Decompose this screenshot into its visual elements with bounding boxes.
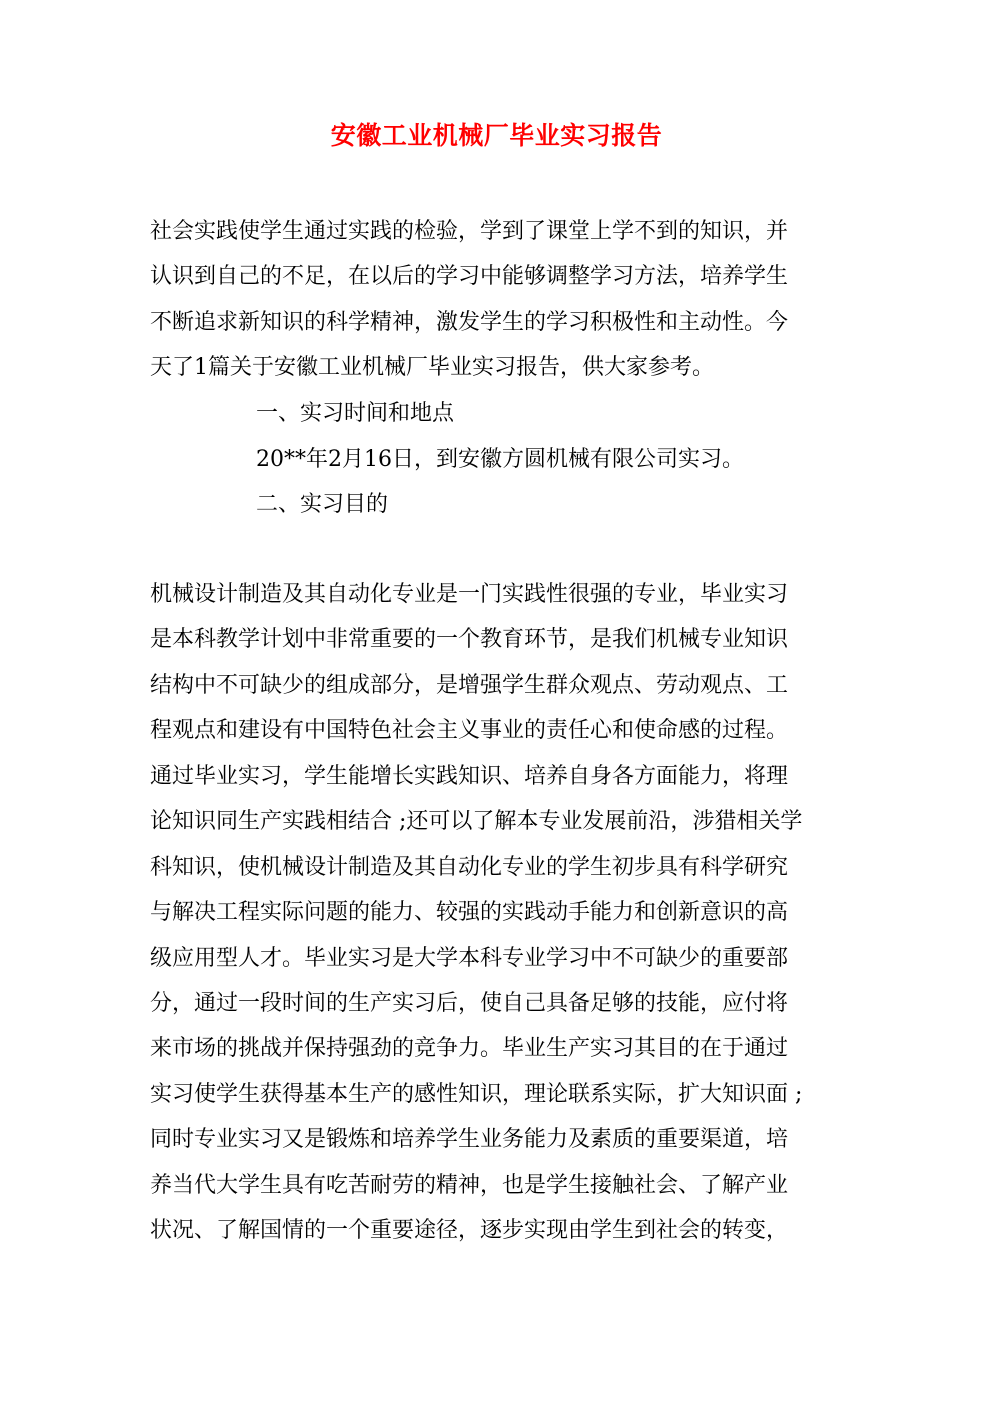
- intro-line: 认识到自己的不足，在以后的学习中能够调整学习方法，培养学生: [150, 264, 789, 289]
- intro-line: 社会实践使学生通过实践的检验，学到了课堂上学不到的知识，并: [150, 219, 789, 244]
- body-line: 养当代大学生具有吃苦耐劳的精神，也是学生接触社会、了解产业: [150, 1173, 789, 1198]
- section-text-time-place: 20**年2月16日，到安徽方圆机械有限公司实习。: [256, 447, 744, 472]
- body-line: 分，通过一段时间的生产实习后，使自己具备足够的技能，应付将: [150, 991, 789, 1016]
- body-line: 来市场的挑战并保持强劲的竞争力。毕业生产实习其目的在于通过: [150, 1036, 789, 1061]
- body-line: 通过毕业实习，学生能增长实践知识、培养自身各方面能力，将理: [150, 764, 789, 789]
- body-line: 是本科教学计划中非常重要的一个教育环节，是我们机械专业知识: [150, 627, 789, 652]
- body-line: 与解决工程实际问题的能力、较强的实践动手能力和创新意识的高: [150, 900, 789, 925]
- body-line: 程观点和建设有中国特色社会主义事业的责任心和使命感的过程。: [150, 718, 789, 743]
- document-title: 安徽工业机械厂毕业实习报告: [330, 121, 663, 150]
- intro-line: 天了1篇关于安徽工业机械厂毕业实习报告，供大家参考。: [150, 355, 714, 380]
- body-line: 科知识，使机械设计制造及其自动化专业的学生初步具有科学研究: [150, 855, 789, 880]
- body-line: 实习使学生获得基本生产的感性知识，理论联系实际，扩大知识面 ;: [150, 1082, 803, 1107]
- section-heading-time-place: 一、实习时间和地点: [256, 401, 455, 426]
- intro-line: 不断追求新知识的科学精神，激发学生的学习积极性和主动性。今: [150, 310, 789, 335]
- body-line: 机械设计制造及其自动化专业是一门实践性很强的专业，毕业实习: [150, 582, 789, 607]
- body-line: 结构中不可缺少的组成部分，是增强学生群众观点、劳动观点、工: [150, 673, 789, 698]
- body-line: 论知识同生产实践相结合 ;还可以了解本专业发展前沿，涉猎相关学: [150, 809, 803, 834]
- body-line: 状况、了解国情的一个重要途径，逐步实现由学生到社会的转变，: [150, 1218, 789, 1243]
- body-line: 同时专业实习又是锻炼和培养学生业务能力及素质的重要渠道，培: [150, 1127, 789, 1152]
- body-line: 级应用型人才。毕业实习是大学本科专业学习中不可缺少的重要部: [150, 946, 789, 971]
- section-heading-purpose: 二、实习目的: [256, 492, 389, 517]
